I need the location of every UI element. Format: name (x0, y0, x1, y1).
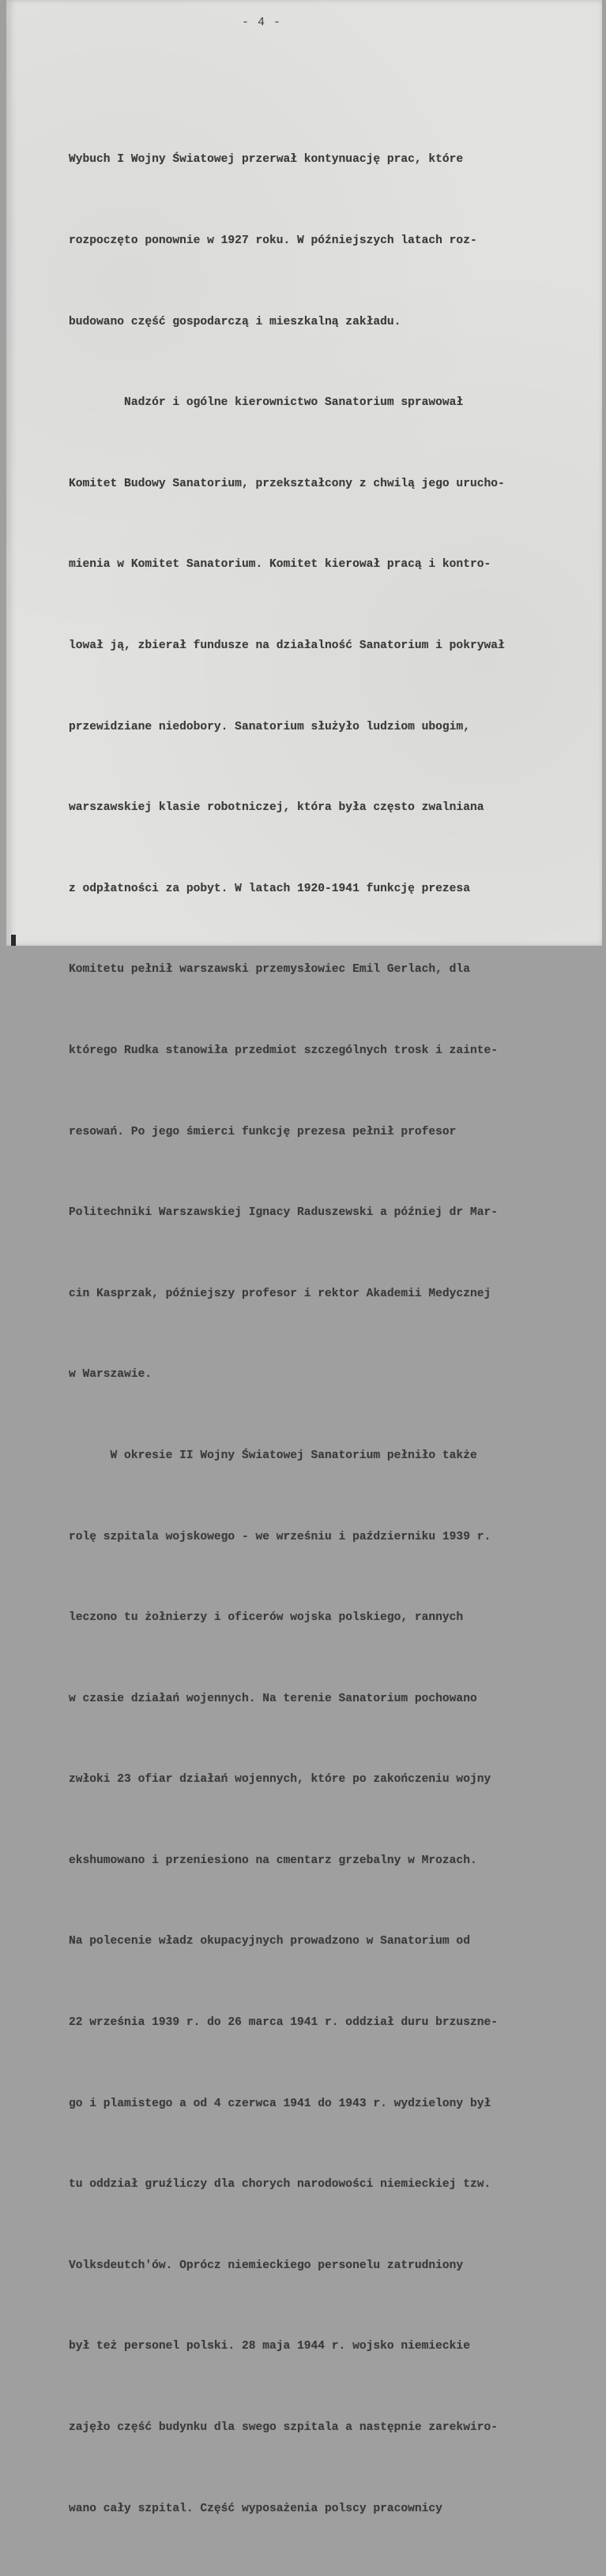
text-line: Komitet Budowy Sanatorium, przekształcony z chwilą jego urucho- (69, 477, 505, 490)
text-line: rolę szpitala wojskowego - we wrześniu i październiku 1939 r. (69, 1530, 491, 1543)
text-line: 22 września 1939 r. do 26 marca 1941 r. oddział duru brzuszne- (69, 2016, 498, 2030)
text-line: ekshumowano i przeniesiono na cmentarz grzebalny w Mrozach. (69, 1854, 477, 1867)
text-line: lował ją, zbierał fundusze na działalność Sanatorium i pokrywał (69, 639, 505, 652)
text-line: Komitetu pełnił warszawski przemysłowiec Emil Gerlach, dla (69, 963, 470, 977)
text-line: warszawskiej klasie robotniczej, która była często zwalniana (69, 801, 484, 815)
text-line: zajęło część budynku dla swego szpitala a następnie zarekwiro- (69, 2421, 498, 2435)
text-line: z odpłatności za pobyt. W latach 1920-1941 funkcję prezesa (69, 882, 470, 895)
scan-edge-mark (11, 935, 16, 946)
text-line: Politechniki Warszawskiej Ignacy Raduszewski a później dr Mar- (69, 1206, 498, 1220)
body-text (69, 92, 606, 2576)
text-line: Volksdeutch'ów. Oprócz niemieckiego personelu zatrudniony (69, 2259, 464, 2272)
text-line: przewidziane niedobory. Sanatorium służyło ludziom ubogim, (69, 720, 470, 733)
document-page (6, 0, 602, 2515)
text-line: zwłoki 23 ofiar działań wojennych, które po zakończeniu wojny (69, 1773, 491, 1787)
text-line: Na polecenie władz okupacyjnych prowadzono w Sanatorium od (69, 1935, 470, 1948)
text-line: tu oddział gruźliczy dla chorych narodowości niemieckiej tzw. (69, 2178, 491, 2192)
text-line: Nadzór i ogólne kierownictwo Sanatorium sprawował (69, 396, 464, 410)
text-line: cin Kasprzak, późniejszy profesor i rektor Akademii Medycznej (69, 1287, 491, 1300)
text-line: budowano część gospodarczą i mieszkalną zakładu. (69, 315, 401, 328)
text-line: w czasie działań wojennych. Na terenie Sanatorium pochowano (69, 1692, 477, 1705)
text-line: Wybuch I Wojny Światowej przerwał kontynuację prac, które (69, 153, 464, 167)
text-line: go i plamistego a od 4 czerwca 1941 do 1943 r. wydzielony był (69, 2097, 491, 2110)
text-line: leczono tu żołnierzy i oficerów wojska polskiego, rannych (69, 1611, 464, 1625)
text-line: w Warszawie. (69, 1368, 152, 1382)
text-line: resowań. Po jego śmierci funkcję prezesa pełnił profesor (69, 1125, 457, 1138)
text-line: W okresie II Wojny Światowej Sanatorium pełniło także (69, 1449, 477, 1462)
text-line: mienia w Komitet Sanatorium. Komitet kierował pracą i kontro- (69, 558, 491, 572)
page-number: - 4 - (241, 16, 281, 29)
text-line: rozpoczęto ponownie w 1927 roku. W późniejszych latach roz- (69, 234, 477, 247)
text-line: którego Rudka stanowiła przedmiot szczególnych trosk i zainte- (69, 1044, 498, 1057)
text-line: był też personel polski. 28 maja 1944 r. wojsko niemieckie (69, 2340, 470, 2353)
text-line: wano cały szpital. Część wyposażenia polscy pracownicy (69, 2502, 442, 2515)
